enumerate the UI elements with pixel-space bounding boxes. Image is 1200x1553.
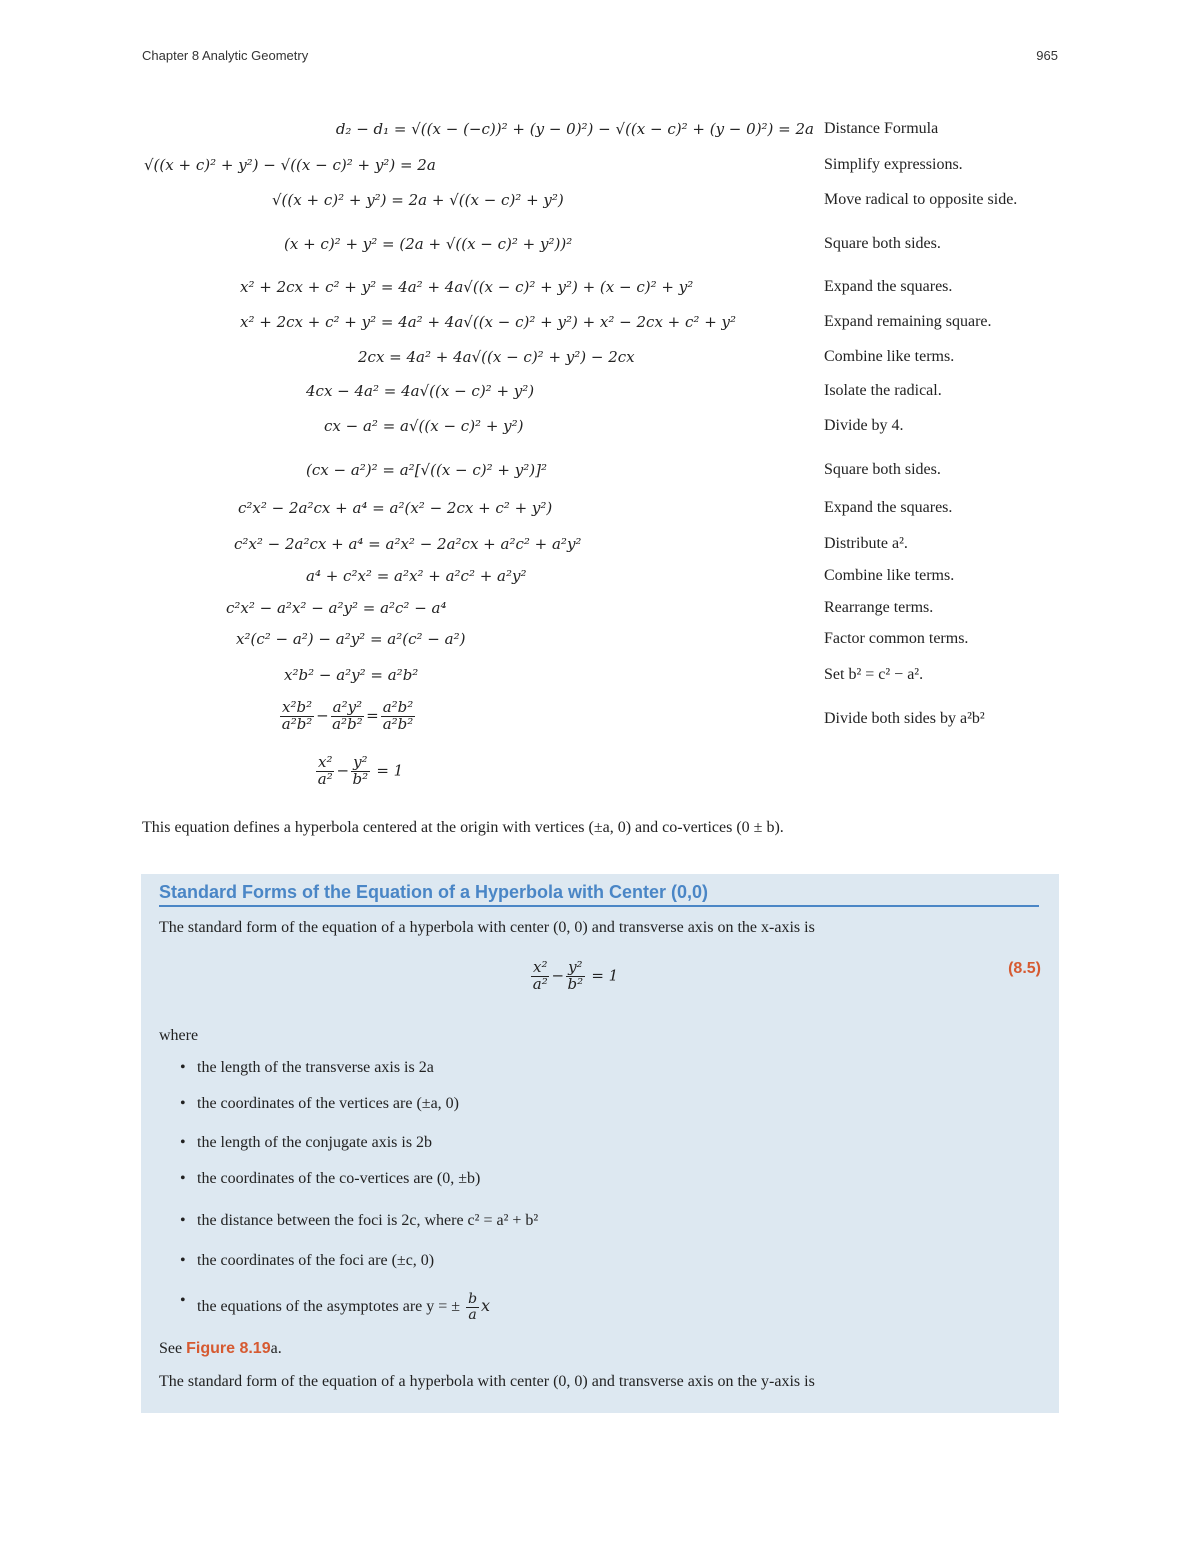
derivation-row [0, 278, 1200, 308]
step-description: Square both sides. [824, 235, 941, 252]
equation: (cx − a²)² = a²[√((x − c)² + y²)]² [306, 461, 547, 479]
list-item: • the length of the conjugate axis is 2b [197, 1134, 432, 1152]
list-item: • the coordinates of the co-vertices are (0, ±b) [197, 1170, 480, 1188]
equation: d₂ − d₁ = √((x − (−c))² + (y − 0)²) − √((x − c)² + (y − 0)²) = 2a [335, 120, 814, 138]
equation: (x + c)² + y² = (2a + √((x − c)² + y²))² [284, 235, 573, 253]
step-description: Rearrange terms. [824, 599, 934, 616]
fraction: $\frac{\text{x²}}{\text{a²}}$ [317, 753, 333, 788]
see-figure-line: See Figure 8.19a. [159, 1340, 282, 1357]
step-description: Distribute a². [824, 535, 908, 552]
definition-box [141, 874, 1059, 1413]
derivation-row [0, 348, 1200, 378]
fraction: $\frac{\text{a²b²}}{\text{a²b²}}$ [382, 698, 414, 733]
derivation-row [0, 156, 1200, 186]
box-outro: The standard form of the equation of a hyperbola with center (0, 0) and transverse axis on the y-axis is [159, 1373, 815, 1390]
step-description: Combine like terms. [824, 567, 955, 584]
derivation-row [0, 599, 1200, 629]
derivation-row [0, 235, 1200, 265]
fraction: $\frac{\text{x²b²}}{\text{a²b²}}$ [281, 698, 313, 733]
fraction: $\frac{b}{a}$ [468, 1291, 478, 1323]
derivation-row [0, 120, 1200, 150]
derivation-row [0, 700, 1200, 750]
box-title: Standard Forms of the Equation of a Hyperbola with Center (0,0) [159, 882, 1039, 907]
step-description: Expand the squares. [824, 499, 953, 516]
equation: c²x² − 2a²cx + a⁴ = a²x² − 2a²cx + a²c² + a²y² [234, 535, 582, 553]
derivation-row [0, 535, 1200, 565]
step-description: Factor common terms. [824, 630, 969, 647]
derivation-row [0, 191, 1200, 221]
step-description: Set b² = c² − a². [824, 666, 924, 683]
list-item: • the distance between the foci is 2c, where c² = a² + b² [197, 1212, 538, 1230]
derivation-row [0, 382, 1200, 412]
list-item: • the length of the transverse axis is 2a [197, 1059, 434, 1077]
standard-equation: $\frac{\text{x²}}{\text{a²}}$ − $\frac{\text{y²}}{\text{b²}}$ = 1 [532, 958, 619, 993]
step-description: Move radical to opposite side. [824, 191, 1018, 208]
equation: c²x² − a²x² − a²y² = a²c² − a⁴ [226, 599, 447, 617]
list-item: • the coordinates of the vertices are (±a, 0) [197, 1095, 459, 1113]
step-description: Simplify expressions. [824, 156, 963, 173]
page-number: 965 [1036, 48, 1058, 63]
step-description: Expand the squares. [824, 278, 953, 295]
step-description: Divide both sides by a²b² [824, 710, 985, 727]
equation: x² + 2cx + c² + y² = 4a² + 4a√((x − c)² + y²) + (x − c)² + y² [240, 278, 694, 296]
equation: √((x + c)² + y²) − √((x − c)² + y²) = 2a [144, 156, 436, 174]
step-description: Combine like terms. [824, 348, 955, 365]
equation: cx − a² = a√((x − c)² + y²) [324, 417, 524, 435]
equation: x²(c² − a²) − a²y² = a²(c² − a²) [236, 630, 466, 648]
figure-link[interactable]: Figure 8.19 [186, 1340, 271, 1357]
equation: $\frac{\text{x²}}{\text{a²}}$ − $\frac{\text{y²}}{\text{b²}}$ = 1 [317, 753, 404, 788]
step-description: Square both sides. [824, 461, 941, 478]
equation: x² + 2cx + c² + y² = 4a² + 4a√((x − c)² + y²) + x² − 2cx + c² + y² [240, 313, 737, 331]
list-item: • the equations of the asymptotes are y = ± $\frac{b}{a}$ x [197, 1292, 490, 1322]
equation: c²x² − 2a²cx + a⁴ = a²(x² − 2cx + c² + y²) [238, 499, 553, 517]
equation-number: (8.5) [1008, 960, 1041, 977]
derivation-row [0, 499, 1200, 529]
conclusion-paragraph: This equation defines a hyperbola centered at the origin with vertices (±a, 0) and co-vertices (0 ± b). [142, 819, 784, 836]
derivation-row [0, 461, 1200, 491]
step-description: Divide by 4. [824, 417, 904, 434]
derivation-row [0, 666, 1200, 696]
fraction: $\frac{\text{a²y²}}{\text{a²b²}}$ [332, 698, 363, 733]
equation: $\frac{\text{x²b²}}{\text{a²b²}}$ − $\frac{\text{a²y²}}{\text{a²b²}}$ = $\frac{\text{a²b²}}{\text{a²b²}}$ [281, 698, 414, 733]
derivation-row [0, 313, 1200, 343]
step-description: Expand remaining square. [824, 313, 992, 330]
derivation-row [0, 630, 1200, 660]
fraction: $\frac{\text{y²}}{\text{b²}}$ [567, 958, 584, 993]
derivation-row [0, 417, 1200, 447]
where-label: where [159, 1027, 199, 1044]
step-description: Isolate the radical. [824, 382, 942, 399]
equation: a⁴ + c²x² = a²x² + a²c² + a²y² [306, 567, 527, 585]
fraction: $\frac{\text{y²}}{\text{b²}}$ [352, 753, 369, 788]
chapter-header: Chapter 8 Analytic Geometry [142, 48, 309, 63]
step-description: Distance Formula [824, 120, 939, 137]
list-item: • the coordinates of the foci are (±c, 0) [197, 1252, 434, 1270]
equation: 2cx = 4a² + 4a√((x − c)² + y²) − 2cx [358, 348, 635, 366]
derivation-row [0, 755, 1200, 805]
equation: √((x + c)² + y²) = 2a + √((x − c)² + y²) [272, 191, 564, 209]
equation: x²b² − a²y² = a²b² [284, 666, 419, 684]
box-intro: The standard form of the equation of a hyperbola with center (0, 0) and transverse axis on the x-axis is [159, 919, 815, 936]
fraction: $\frac{\text{x²}}{\text{a²}}$ [532, 958, 548, 993]
derivation-row [0, 567, 1200, 597]
equation: 4cx − 4a² = 4a√((x − c)² + y²) [306, 382, 535, 400]
